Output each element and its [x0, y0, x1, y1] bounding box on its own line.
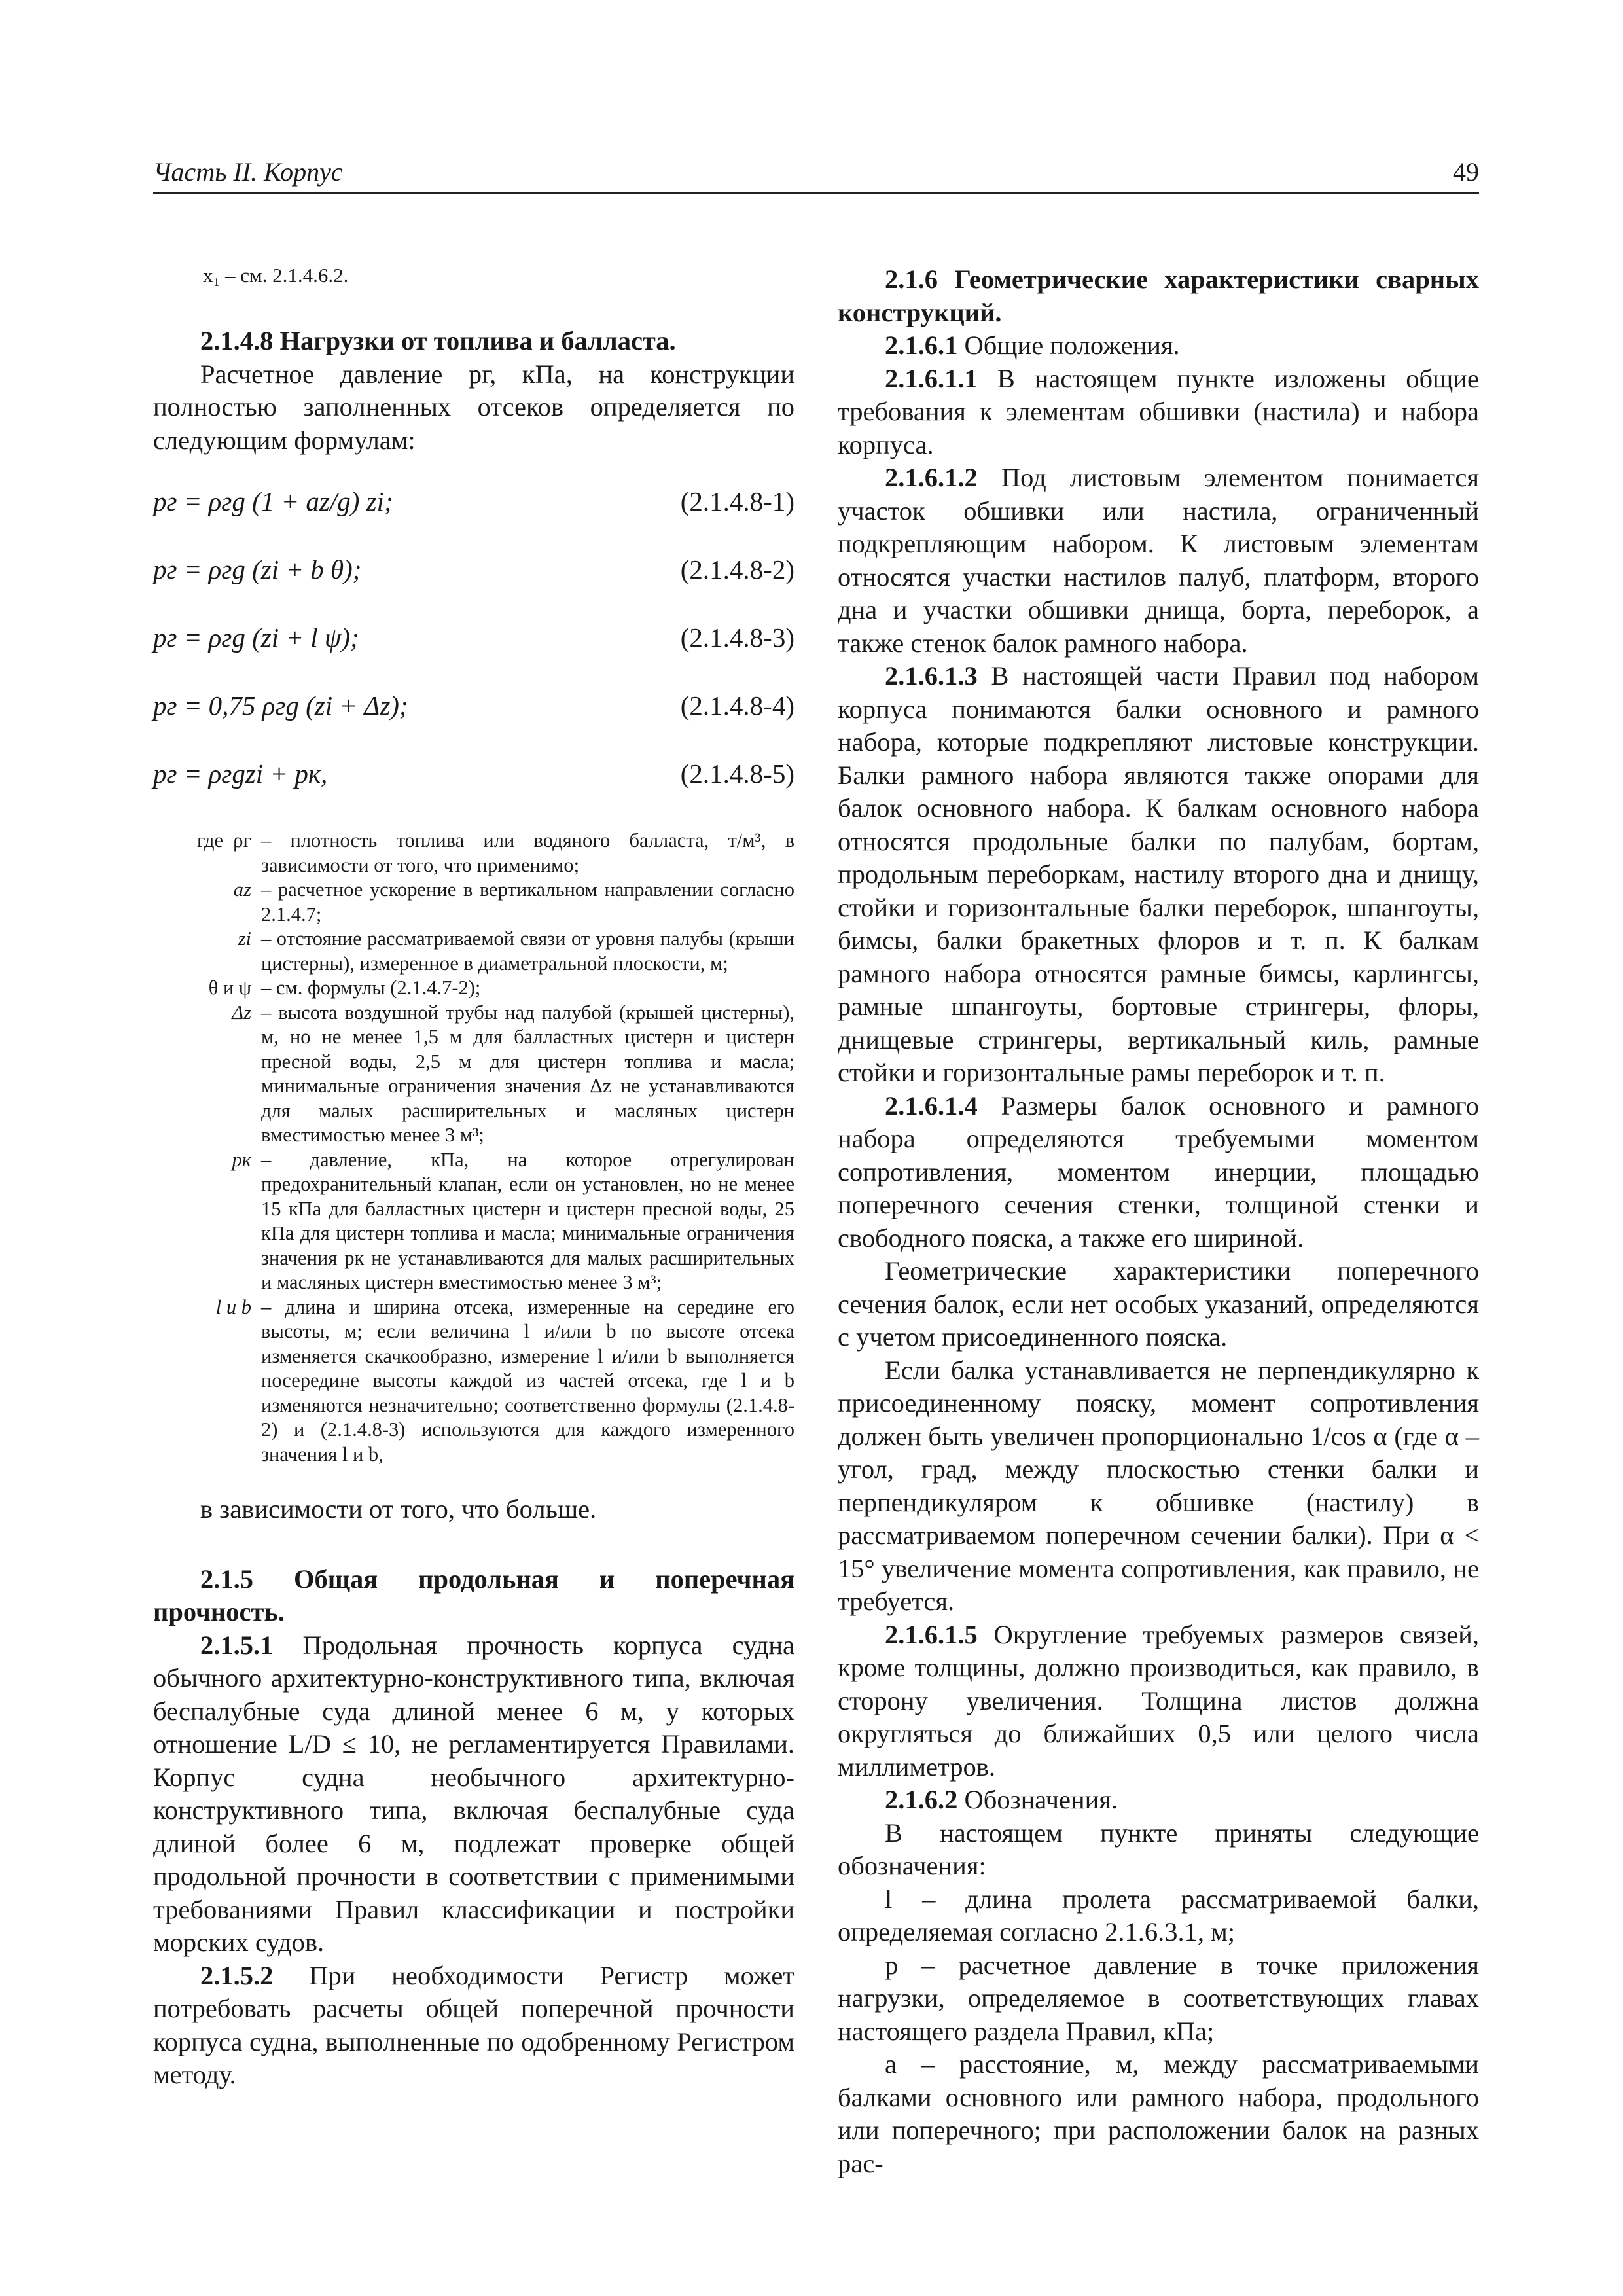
paragraph-number: 2.1.5.1	[200, 1630, 274, 1660]
formula-5	[153, 745, 794, 813]
definition-text: – расчетное ускорение в вертикальном направлении согласно 2.1.4.7;	[261, 878, 794, 925]
section-2-1-4-8-intro: Расчетное давление pг, кПа, на конструкции полностью заполненных отсеков определяется по следующим формулам:	[153, 359, 794, 455]
definition-symbol: θ и ψ	[208, 977, 251, 999]
definition-delta-z	[153, 1001, 794, 1148]
paragraph-number: 2.1.6.1.3	[885, 661, 978, 691]
paragraph-number: 2.1.6.1	[885, 331, 958, 360]
x1-note: x₁ – см. 2.1.4.6.2.	[203, 264, 349, 287]
formula-number: (2.1.4.8-1)	[680, 486, 794, 516]
formula-2	[153, 541, 794, 609]
notation-a: a – расстояние, м, между рассматриваемыми балками основного или рамного набора, продольного или поперечного; при расположении балок на разных рас-	[838, 2049, 1479, 2178]
paragraph-number: 2.1.6.1.1	[885, 363, 978, 393]
formula-expression: pг = 0,75 ρгg (zi + Δz);	[153, 691, 408, 721]
left-column	[153, 263, 794, 2092]
notation-l: l – длина пролета рассматриваемой балки, определяемая согласно 2.1.6.3.1, м;	[838, 1884, 1479, 1946]
definition-rho	[153, 829, 794, 878]
definition-theta-psi	[153, 976, 794, 1001]
paragraph-2-1-5-1: 2.1.5.1 Продольная прочность корпуса судна обычного архитектурно-конструктивного типа, включая беспалубные суда длиной менее 6 м, у которых отношение L/D ≤ 10, не регламентируется Правилами. Корпус судна необычного архитектурно-конструктивного типа, включая беспалубные суда длиной более 6 м, подлежат проверке общей продольной прочности в соответствии с применимыми требованиями Правил классификации и постройки морских судов.	[153, 1630, 794, 1957]
angle-paragraph: Если балка устанавливается не перпендикулярно к присоединенному пояску, момент сопротивления должен быть увеличен пропорционально 1/cos α (где α – угол, град, между плоскостью стенки балки и перпендикуляром к обшивке (настилу) в рассматриваемом поперечном сечении балки). При α < 15° увеличение момента сопротивления, как правило, не требуется.	[838, 1355, 1479, 1616]
definition-pk	[153, 1148, 794, 1295]
right-column	[838, 263, 1479, 2180]
formula-expression: pг = ρгg (1 + az/g) zi;	[153, 486, 393, 516]
formula-expression: pг = ρгg (zi + l ψ);	[153, 622, 359, 653]
definition-symbol: Δz	[232, 1001, 251, 1024]
paragraph-2-1-6-1-5: 2.1.6.1.5 Округление требуемых размеров связей, кроме толщины, должно производиться, как правило, в сторону увеличения. Толщина листов должна округляться до ближайших 0,5 или целого числа миллиметров.	[838, 1619, 1479, 1782]
page-number: 49	[1453, 157, 1479, 187]
formula-expression: pг = ρгgzi + pк,	[153, 759, 328, 789]
section-2-1-6-title: 2.1.6 Геометрические характеристики сварных конструкций.	[838, 264, 1479, 327]
paragraph-2-1-6-1-4: 2.1.6.1.4 Размеры балок основного и рамного набора определяются требуемыми моментом сопротивления, моментом инерции, площадью поперечного сечения стенки, толщиной стенки и свободного пояска, а также его шириной.	[838, 1090, 1479, 1253]
paragraph-number: 2.1.6.1.2	[885, 463, 978, 492]
running-header	[153, 153, 1479, 194]
formula-1	[153, 473, 794, 541]
variable-definitions	[153, 829, 794, 1467]
definition-symbol: az	[233, 878, 251, 901]
formula-expression: pг = ρгg (zi + b θ);	[153, 554, 362, 584]
definition-text: – отстояние рассматриваемой связи от уровня палубы (крыши цистерны), измеренное в диаметральной плоскости, м;	[261, 927, 794, 975]
definition-text: – длина и ширина отсека, измеренные на середине его высоты, м; если величина l и/или b по высоте отсека изменяется скачкообразно, измерение l и/или b выполняется посередине высоты каждой из частей отсека, где l и b изменяются незначительно; соответственно формулы (2.1.4.8-2) и (2.1.4.8-3) используются для каждого измеренного значения l и b,	[261, 1295, 794, 1465]
formula-number: (2.1.4.8-3)	[680, 622, 794, 653]
geometric-characteristics-paragraph: Геометрические характеристики поперечного сечения балок, если нет особых указаний, определяются с учетом присоединенного пояска.	[838, 1256, 1479, 1352]
notation-intro: В настоящем пункте приняты следующие обозначения:	[838, 1818, 1479, 1880]
formula-number: (2.1.4.8-5)	[680, 759, 794, 789]
paragraph-2-1-6-2: 2.1.6.2 Обозначения.	[885, 1785, 1118, 1814]
formula-3	[153, 609, 794, 677]
paragraph-number: 2.1.6.1.4	[885, 1090, 978, 1121]
definition-symbol: где ρг	[196, 829, 251, 852]
definition-symbol: l и b	[215, 1295, 251, 1318]
formula-number: (2.1.4.8-4)	[680, 691, 794, 721]
formula-4	[153, 677, 794, 745]
formula-number: (2.1.4.8-2)	[680, 554, 794, 584]
paragraph-2-1-6-1: 2.1.6.1 Общие положения.	[885, 331, 1180, 360]
definition-symbol: zi	[238, 927, 251, 950]
paragraph-2-1-6-1-2: 2.1.6.1.2 Под листовым элементом понимается участок обшивки или настила, ограниченный подкрепляющим набором. К листовым элементам относятся участки настилов палуб, платформ, второго дна и участки обшивки днища, борта, переборок, а также стенок балок рамного набора.	[838, 463, 1479, 658]
paragraph-2-1-5-2: 2.1.5.2 При необходимости Регистр может потребовать расчеты общей поперечной прочности корпуса судна, выполненные по одобренному Регистром методу.	[153, 1960, 794, 2089]
definition-text: – см. формулы (2.1.4.7-2);	[261, 977, 481, 999]
definition-zi	[153, 927, 794, 976]
depending-clause: в зависимости от того, что больше.	[200, 1494, 597, 1524]
definition-symbol: pк	[232, 1148, 251, 1171]
paragraph-number: 2.1.6.2	[885, 1785, 958, 1814]
definition-text: – давление, кПа, на которое отрегулирован предохранительный клапан, если он установлен, но не менее 15 кПа для балластных цистерн и цистерн пресной воды, 25 кПа для цистерн топлива и масла; минимальные ограничения значения pк не устанавливаются для малых расширительных и масляных цистерн вместимостью менее 3 м³;	[261, 1148, 794, 1293]
paragraph-2-1-6-1-1: 2.1.6.1.1 В настоящем пункте изложены общие требования к элементам обшивки (настила) и набора корпуса.	[838, 363, 1479, 459]
definition-l-b	[153, 1295, 794, 1467]
definition-az	[153, 878, 794, 927]
section-2-1-5-title: 2.1.5 Общая продольная и поперечная прочность.	[153, 1564, 794, 1626]
paragraph-number: 2.1.6.1.5	[885, 1619, 978, 1649]
paragraph-2-1-6-1-3: 2.1.6.1.3 В настоящей части Правил под набором корпуса понимаются балки основного и рамного набора, которые подкрепляют листовые конструкции. Балки рамного набора являются также опорами для балок основного набора. К балкам основного набора относятся продольные балки по палубам, бортам, продольным переборкам, настилу второго дна и днищу, стойки и горизонтальные балки переборок, шпангоуты, бимсы, балки бракетных флоров и т. п. К балкам рамного набора относятся рамные бимсы, карлингсы, рамные шпангоуты, бортовые стрингеры, флоры, днищевые стрингеры, вертикальный киль, рамные стойки и горизонтальные рамы переборок и т. п.	[838, 661, 1479, 1087]
definition-text: – плотность топлива или водяного балласта, т/м³, в зависимости от того, что применимо;	[261, 829, 794, 876]
notation-p: p – расчетное давление в точке приложения нагрузки, определяемое в соответствующих главах настоящего раздела Правил, кПа;	[838, 1950, 1479, 2046]
section-2-1-4-8-title: 2.1.4.8 Нагрузки от топлива и балласта.	[200, 326, 676, 355]
definition-text: – высота воздушной трубы над палубой (крышей цистерны), м, но не менее 1,5 м для балластных цистерн и цистерн пресной воды, 2,5 м для цистерн топлива и масла; минимальные ограничения значения Δz не устанавливаются для малых расширительных и масляных цистерн вместимостью менее 3 м³;	[261, 1001, 794, 1146]
paragraph-number: 2.1.5.2	[200, 1960, 274, 1990]
header-title: Часть II. Корпус	[153, 157, 343, 187]
